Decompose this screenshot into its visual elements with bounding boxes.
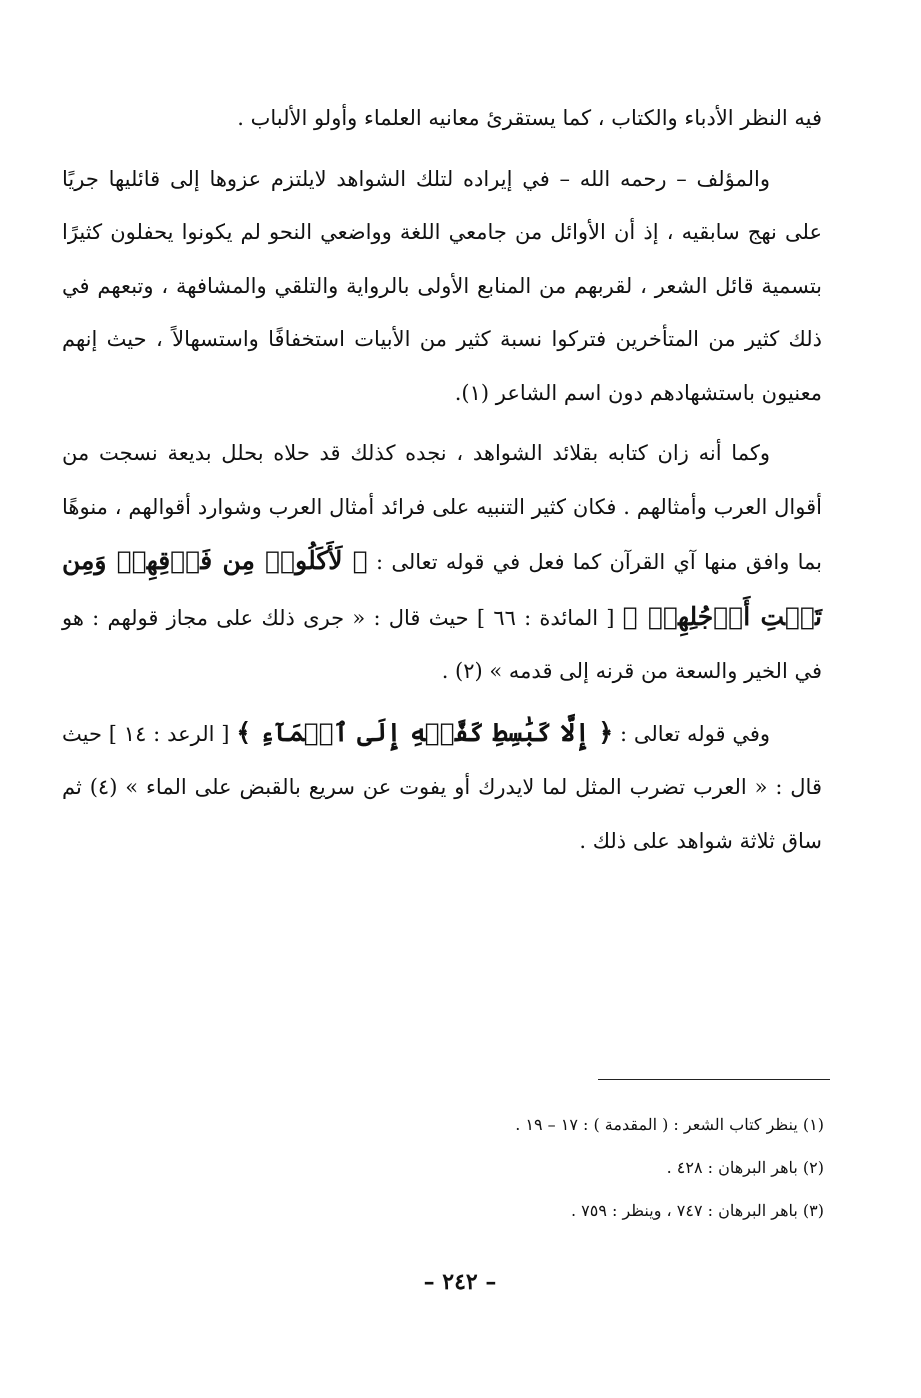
paragraph-4: [62, 706, 822, 869]
page-number: – ٢٤٢ –: [423, 1269, 497, 1295]
main-text: [62, 92, 822, 868]
quran-verse-maidah: ﴿ لَأَكَلُوا۟ مِن فَوۡقِهِمۡ وَمِن تَحۡتِ أَرۡجُلِهِمۚ ﴾: [62, 546, 822, 631]
paragraph-3: [62, 427, 822, 699]
paragraph-4-text-a: وفي قوله تعالى :: [613, 721, 771, 746]
paragraph-2-text: والمؤلف – رحمه الله – في إيراده لتلك الشواهد لايلتزم عزوها إلى قائليها جريًا على نهج سابقيه ، إذ أن الأوائل من جامعي اللغة وواضعي النحو لم يكونوا يحفلون كثيرًا بتسمية قائل الشعر ، لقربهم من المنابع الأولى بالرواية والتلقي والمشافهة ، وتبعهم في ذلك كثير من المتأخرين فتركوا نسبة كثير من الأبيات استخفافًا واستسهالاً ، حيث إنهم معنيون باستشهادهم دون اسم الشاعر (١).: [62, 166, 822, 405]
paragraph-4-text-b: [ الرعد : ١٤ ] حيث قال : « العرب تضرب المثل لما لايدرك أو يفوت عن سريع بالقبض على الماء » (٤) ثم ساق ثلاثة شواهد على ذلك .: [62, 721, 822, 853]
paragraph-2: [62, 153, 822, 421]
paragraph-3-text-a: وكما أنه زان كتابه بقلائد الشواهد ، نجده كذلك قد حلاه بحلل بديعة نسجت من أقوال العرب وأمثالهم . فكان كثير التنبيه على فرائد أمثال العرب وشوارد أقوالهم ، منوهًا بما وافق منها آي القرآن كما فعل في قوله تعالى :: [62, 441, 822, 574]
footnote-separator: [598, 1079, 830, 1080]
quran-verse-raad: ﴿ إِلَّا كَبَٰسِطِ كَفَّيۡهِ إِلَى ٱلۡمَآءِ ﴾: [236, 717, 614, 747]
footnote-1: (١) ينظر كتاب الشعر : ( المقدمة ) : ١٧ – ١٩ .: [515, 1115, 824, 1134]
paragraph-1-text: فيه النظر الأدباء والكتاب ، كما يستقرئ معانيه العلماء وأولو الألباب .: [237, 106, 822, 130]
footnotes: [300, 1103, 824, 1232]
footnote-2: (٢) باهر البرهان : ٤٢٨ .: [666, 1158, 824, 1177]
footnote-3: (٣) باهر البرهان : ٧٤٧ ، وينظر : ٧٥٩ .: [570, 1201, 824, 1220]
paragraph-3-text-b: [ المائدة : ٦٦ ] حيث قال : « جرى ذلك على مجاز قولهم : هو في الخير والسعة من قرنه إلى قدمه » (٢) .: [62, 605, 822, 683]
paragraph-1: [62, 92, 822, 146]
